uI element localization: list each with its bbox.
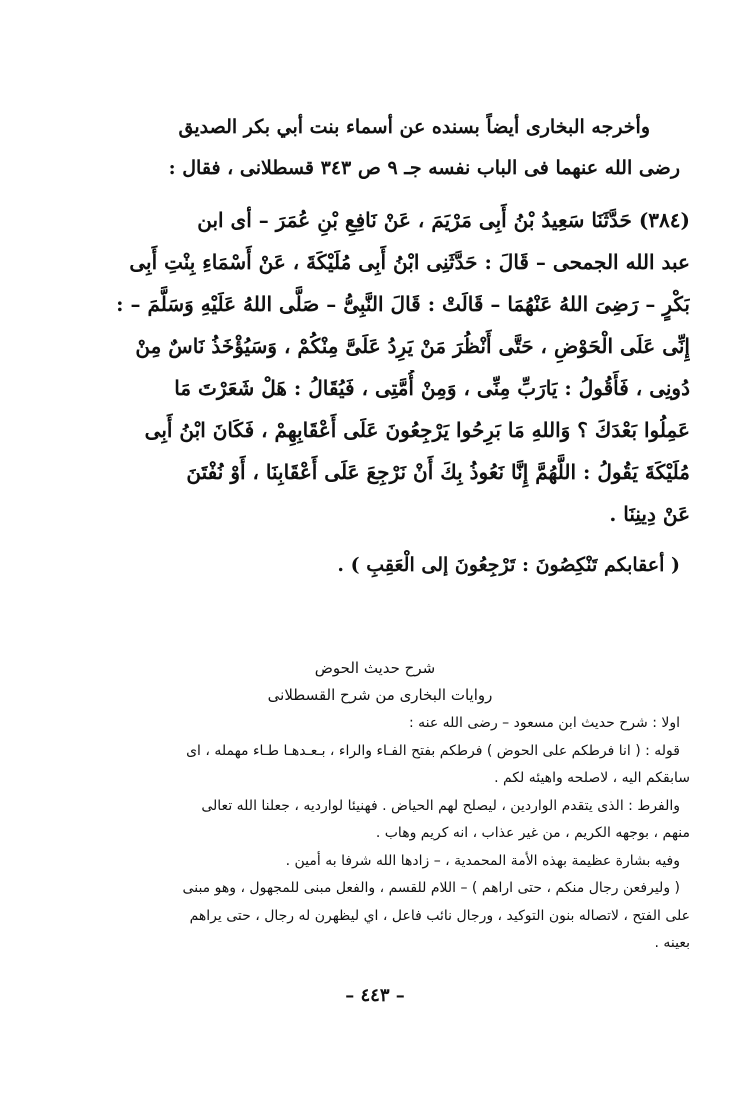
hadith-line-8: عَنْ دِينِنَا .	[609, 502, 690, 526]
commentary-line-7: ( وليرفعن رجال منكم ، حتى اراهم ) – اللام للقسم ، والفعل مبنى للمجهول ، وهو مبنى	[182, 880, 680, 896]
hadith-line-3: بَكْرٍ – رَضِىَ اللهُ عَنْهُمَا – قَالَتْ : قَالَ النَّبِىُّ – صَلَّى اللهُ عَلَيْهِ وَسَلَّمَ – :	[116, 292, 690, 316]
hadith-line-2: عبد الله الجمحى – قَالَ : حَدَّثَنِى ابْنُ أَبِى مُلَيْكَةَ ، عَنْ أَسْمَاءِ بِنْتِ أَبِى	[129, 250, 690, 274]
hadith-line-1: (٣٨٤) حَدَّثَنَا سَعِيدُ بْنُ أَبِى مَرْيَمَ ، عَنْ نَافِعِ بْنِ عُمَرَ – أى ابن	[197, 208, 690, 232]
hadith-line-6: عَمِلُوا بَعْدَكَ ؟ وَاللهِ مَا بَرِحُوا يَرْجِعُونَ عَلَى أَعْقَابِهِمْ ، فَكَانَ ابْنُ أَبِى	[144, 418, 690, 442]
commentary-line-1: اولا : شرح حديث ابن مسعود – رضى الله عنه :	[408, 715, 680, 731]
commentary-line-2: قوله : ( انا فرطكم على الحوض ) فرطكم بفتح الفـاء والراء ، بـعـدهـا طـاء مهمله ، اى	[186, 743, 680, 759]
commentary-line-8: على الفتح ، لاتصاله بنون التوكيد ، ورجال نائب فاعل ، اي ليظهرن له رجال ، حتى يراهم	[189, 908, 690, 924]
commentary-line-3: سابقكم اليه ، لاصلحه واهيئه لكم .	[494, 770, 690, 786]
commentary-subtitle: روايات البخارى من شرح القسطلانى	[267, 686, 493, 704]
word-note: ( أعقابكم تَنْكِصُونَ : تَرْجِعُونَ إلى الْعَقِبِ ) .	[337, 554, 680, 576]
hadith-line-4: إِنِّى عَلَى الْحَوْضِ ، حَتَّى أَنْظُرَ مَنْ يَرِدُ عَلَىَّ مِنْكُمْ ، وَسَيُؤْخَذُ نَاسٌ مِنْ	[135, 334, 690, 358]
commentary-line-6: وفيه بشارة عظيمة بهذه الأمة المحمدية ، – زادها الله شرفا به أمين .	[285, 853, 680, 869]
commentary-line-9: بعينه .	[654, 935, 690, 951]
page-number: – ٤٤٣ –	[345, 985, 405, 1006]
intro-line-2: رضى الله عنهما فى الباب نفسه جـ ٩ ص ٣٤٣ قسطلانى ، فقال :	[168, 157, 680, 179]
intro-line-1: وأخرجه البخارى أيضاً بسنده عن أسماء بنت أبي بكر الصديق	[178, 116, 650, 138]
hadith-line-5: دُونِى ، فَأَقُولُ : يَارَبِّ مِنِّى ، وَمِنْ أُمَّتِى ، فَيُقَالُ : هَلْ شَعَرْتَ مَا	[174, 376, 690, 400]
commentary-line-4: والفرط : الذى يتقدم الواردين ، ليصلح لهم الحياض . فهنيئا لوارديه ، جعلنا الله تعالى	[201, 798, 680, 814]
hadith-line-7: مُلَيْكَةَ يَقُولُ : اللَّهُمَّ إِنَّا نَعُوذُ بِكَ أَنْ نَرْجِعَ عَلَى أَعْقَابِنَا ، أَوْ نُفْتَنَ	[186, 460, 690, 484]
commentary-title: شرح حديث الحوض	[314, 659, 436, 677]
commentary-line-5: منهم ، بوجهه الكريم ، من غير عذاب ، انه كريم وهاب .	[375, 825, 690, 841]
